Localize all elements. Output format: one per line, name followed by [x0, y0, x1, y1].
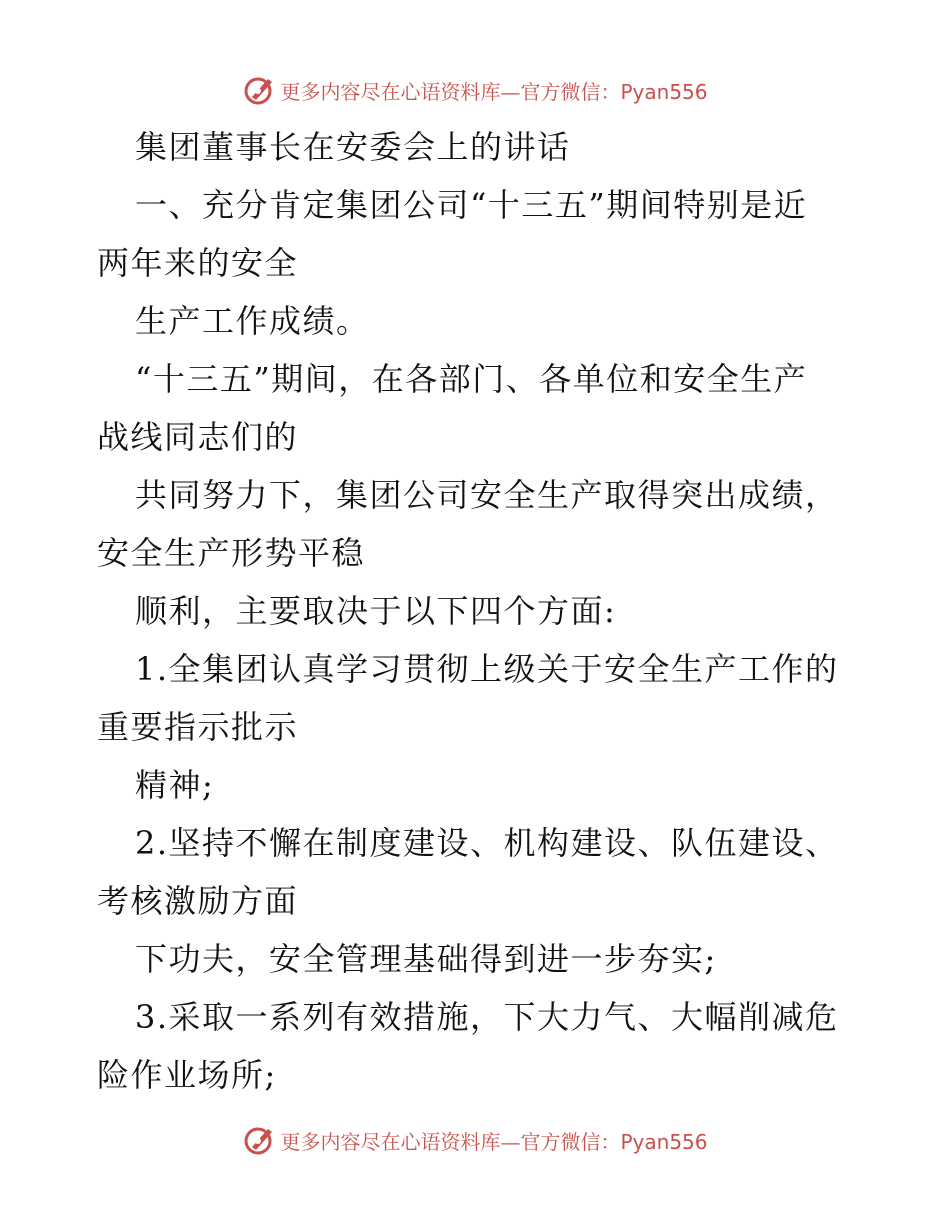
- text-line: 考核激励方面: [97, 882, 299, 920]
- watermark-wechat-id: Pyan556: [620, 79, 708, 104]
- text-line: 2.坚持不懈在制度建设、机构建设、队伍建设、: [135, 824, 839, 862]
- watermark-header: [0, 70, 950, 110]
- pen-logo-icon: [242, 73, 276, 107]
- text-line: 一、充分肯定集团公司“十三五”期间特别是近: [135, 186, 808, 224]
- watermark-footer: [0, 1120, 950, 1160]
- text-line: 精神;: [135, 766, 215, 804]
- text-line: 1.全集团认真学习贯彻上级关于安全生产工作的: [135, 650, 839, 688]
- text-line: 安全生产形势平稳: [97, 534, 366, 572]
- text-line: 集团董事长在安委会上的讲话: [135, 128, 571, 166]
- text-line: 顺利，主要取决于以下四个方面:: [135, 592, 617, 630]
- text-line: 下功夫，安全管理基础得到进一步夯实;: [135, 940, 717, 978]
- text-line: 3.采取一系列有效措施，下大力气、大幅削减危: [135, 998, 839, 1036]
- pen-logo-icon: [242, 1123, 276, 1157]
- document-body: [97, 118, 857, 1104]
- text-line: “十三五”期间，在各部门、各单位和安全生产: [135, 360, 808, 398]
- text-line: 战线同志们的: [97, 418, 299, 456]
- text-line: 重要指示批示: [97, 708, 299, 746]
- watermark-text: 更多内容尽在心语资料库—官方微信：: [280, 79, 621, 104]
- text-line: 险作业场所;: [97, 1056, 277, 1094]
- text-line: 共同努力下，集团公司安全生产取得突出成绩，: [135, 476, 839, 514]
- text-line: 两年来的安全: [97, 244, 299, 282]
- watermark-wechat-id: Pyan556: [620, 1129, 708, 1154]
- watermark-text: 更多内容尽在心语资料库—官方微信：: [280, 1129, 621, 1154]
- text-line: 生产工作成绩。: [135, 302, 370, 340]
